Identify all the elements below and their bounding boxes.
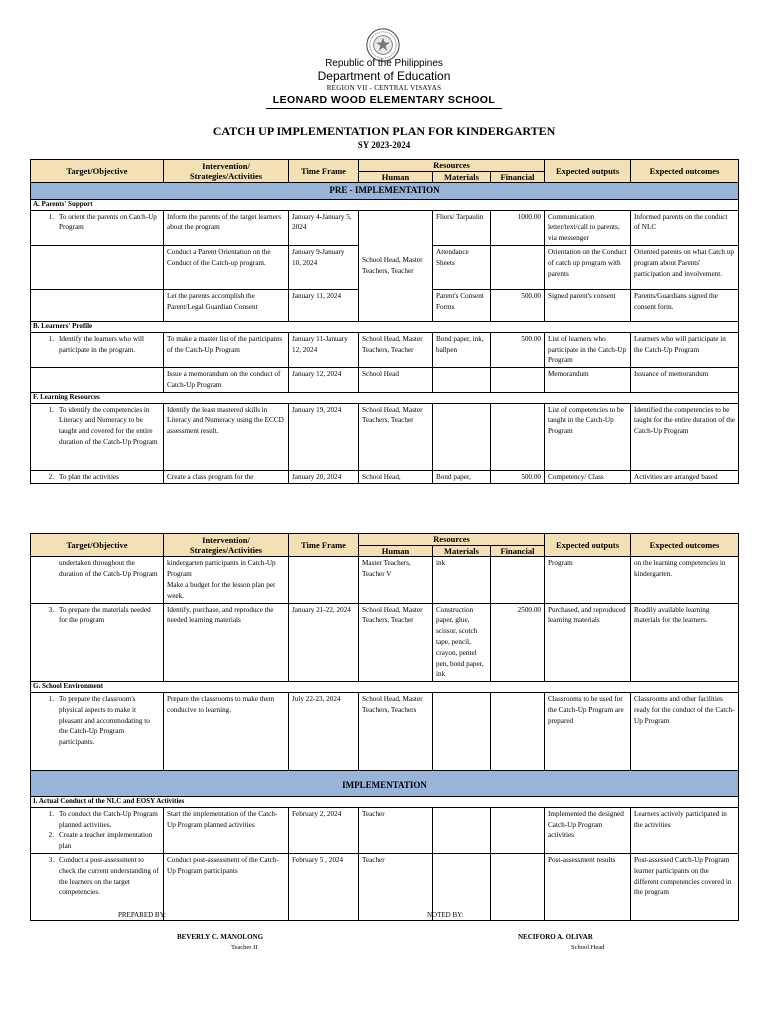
activity-cell: Issue a memorandum on the conduct of Catch-Up Program: [164, 368, 289, 393]
financial-cell: [491, 853, 545, 920]
objective-cell: 2. To plan the activities: [31, 470, 164, 484]
financial-cell: [491, 557, 545, 603]
section-learning-resources: F. Learning Resources: [31, 392, 739, 403]
human-cell: School Head: [359, 368, 433, 393]
activity-cell: Conduct a Parent Orientation on the Conduct of the Catch-up program.: [164, 246, 289, 290]
materials-cell: [433, 807, 491, 853]
header-resources: Resources: [359, 534, 545, 546]
outcome-cell: Learners actively participated in the activities: [631, 807, 739, 853]
deped-seal-logo: [366, 28, 400, 62]
timeframe-cell: [289, 557, 359, 603]
activity-cell: Let the parents accomplish the Parent/Legal Guardian Consent: [164, 290, 289, 322]
timeframe-cell: January 21-22, 2024: [289, 603, 359, 682]
header-divider: [266, 108, 502, 109]
table-row: [31, 470, 739, 484]
header-materials: Materials: [433, 546, 491, 557]
header-intervention: Intervention/ Strategies/Activities: [164, 534, 289, 557]
timeframe-cell: January 19, 2024: [289, 403, 359, 470]
outcome-cell: Oriented parents on what Catch up program about Parents' participation and involvement.: [631, 246, 739, 290]
outcome-cell: Activities are arranged based: [631, 470, 739, 484]
materials-cell: Bond paper,: [433, 470, 491, 484]
human-cell: School Head, Master Teachers, Teacher: [359, 210, 433, 321]
implementation-band: IMPLEMENTATION: [31, 770, 739, 796]
timeframe-cell: January 11-January 12, 2024: [289, 332, 359, 367]
financial-cell: [491, 246, 545, 290]
outcome-cell: Parents/Guardians signed the consent form.: [631, 290, 739, 322]
table-row: [31, 603, 739, 682]
outcome-cell: Informed parents on the conduct of NLC: [631, 210, 739, 245]
activity-cell: kindergarten participants in Catch-Up Program Make a budget for the lesson plan per week.: [164, 557, 289, 603]
table-row: [31, 692, 739, 770]
materials-cell: Construction paper, glue, scissor, scotch tape, pencil, crayon, pentel pen, bond paper, ink: [433, 603, 491, 682]
objective-cell: undertaken throughout the duration of the Catch-Up Program: [31, 557, 164, 603]
objective-cell: [31, 246, 164, 290]
objective-cell: [31, 290, 164, 322]
table-row: [31, 403, 739, 470]
financial-cell: [491, 368, 545, 393]
human-cell: Teacher: [359, 807, 433, 853]
objective-cell: 1. To identify the competencies in Literacy and Numeracy to be taught and covered for the entire duration of the Catch-Up Program: [31, 403, 164, 470]
output-cell: Orientation on the Conduct of catch up program with parents: [545, 246, 631, 290]
human-cell: Teacher: [359, 853, 433, 920]
republic-line: Republic of the Philippines: [325, 58, 443, 69]
activity-cell: Conduct post-assessment of the Catch-Up Program participants: [164, 853, 289, 920]
objective-cell: 1. To orient the parents on Catch-Up Program: [31, 210, 164, 245]
header-target: Target/Objective: [31, 534, 164, 557]
output-cell: Signed parent's consent: [545, 290, 631, 322]
timeframe-cell: February 5 , 2024: [289, 853, 359, 920]
objective-cell: 3. To prepare the materials needed for the program: [31, 603, 164, 682]
plan-table-page-1: [30, 159, 739, 484]
section-parents-support: A. Parents' Support: [31, 199, 739, 210]
outcome-cell: Issuance of memorandum: [631, 368, 739, 393]
table-row: [31, 557, 739, 603]
activity-cell: Start the implementation of the Catch-Up Program planned activities: [164, 807, 289, 853]
header-target: Target/Objective: [31, 160, 164, 183]
noted-by-label: NOTED BY:: [427, 911, 464, 919]
human-cell: School Head, Master Teachers, Teacher: [359, 603, 433, 682]
outcome-cell: Readily available learning materials for the learners.: [631, 603, 739, 682]
human-cell: School Head, Master Teachers, Teacher: [359, 403, 433, 470]
header-outputs: Expected outputs: [545, 160, 631, 183]
table-row: [31, 332, 739, 367]
materials-cell: ink: [433, 557, 491, 603]
timeframe-cell: July 22-23, 2024: [289, 692, 359, 770]
outcome-cell: Learners who will participate in the Catch-Up Program: [631, 332, 739, 367]
header-human: Human: [359, 172, 433, 183]
plan-table-page-2: [30, 533, 739, 921]
activity-cell: Inform the parents of the target learners about the program: [164, 210, 289, 245]
table-row: [31, 368, 739, 393]
preparer-name: BEVERLY C. MANOLONG: [177, 933, 264, 941]
timeframe-cell: January 12, 2024: [289, 368, 359, 393]
materials-cell: Parent's Consent Forms: [433, 290, 491, 322]
document-title: CATCH UP IMPLEMENTATION PLAN FOR KINDERGARTEN: [212, 124, 556, 138]
output-cell: Classrooms to be used for the Catch-Up Program are prepared: [545, 692, 631, 770]
output-cell: Program: [545, 557, 631, 603]
output-cell: Implemented the designed Catch-Up Program activities: [545, 807, 631, 853]
activity-cell: Prepare the classrooms to make them conducive to learning.: [164, 692, 289, 770]
header-timeframe: Time Frame: [289, 160, 359, 183]
financial-cell: 2500.00: [491, 603, 545, 682]
objective-cell: 1. To conduct the Catch-Up Program planned activities. 2. Create a teacher implementation plan: [31, 807, 164, 853]
section-school-environment: G. School Environment: [31, 682, 739, 693]
objective-cell: [31, 368, 164, 393]
human-cell: School Head,: [359, 470, 433, 484]
financial-cell: 500.00: [491, 290, 545, 322]
outcome-cell: on the learning competencies in kindergarten.: [631, 557, 739, 603]
header-outcomes: Expected outcomes: [631, 534, 739, 557]
output-cell: List of learners who participate in the Catch-Up Program: [545, 332, 631, 367]
materials-cell: [433, 692, 491, 770]
output-cell: Memorandum: [545, 368, 631, 393]
header-resources: Resources: [359, 160, 545, 172]
timeframe-cell: January 20, 2024: [289, 470, 359, 484]
header-materials: Materials: [433, 172, 491, 183]
activity-cell: Identify, purchase, and reproduce the needed learning materials: [164, 603, 289, 682]
prepared-by-label: PREPARED BY:: [118, 911, 166, 919]
header-human: Human: [359, 546, 433, 557]
timeframe-cell: February 2, 2024: [289, 807, 359, 853]
financial-cell: [491, 807, 545, 853]
materials-cell: Fliers/ Tarpaulin: [433, 210, 491, 245]
financial-cell: [491, 403, 545, 470]
output-cell: Competency/ Class: [545, 470, 631, 484]
timeframe-cell: January 4-January 5, 2024: [289, 210, 359, 245]
noter-name: NECIFORO A. OLIVAR: [518, 933, 593, 941]
school-name: LEONARD WOOD ELEMENTARY SCHOOL: [272, 94, 496, 106]
pre-implementation-band: PRE - IMPLEMENTATION: [31, 183, 739, 200]
school-year: SY 2023-2024: [357, 140, 411, 150]
activity-cell: Identify the least mastered skills in Literacy and Numeracy using the ECCD assessment result.: [164, 403, 289, 470]
materials-cell: Bond paper, ink, ballpen: [433, 332, 491, 367]
header-intervention: Intervention/ Strategies/Activities: [164, 160, 289, 183]
timeframe-cell: January 11, 2024: [289, 290, 359, 322]
output-cell: Post-assessment results: [545, 853, 631, 920]
region-line: REGION VII - CENTRAL VISAYAS: [326, 84, 442, 92]
financial-cell: 500.00: [491, 470, 545, 484]
financial-cell: 500.00: [491, 332, 545, 367]
section-learners-profile: B. Learners' Profile: [31, 322, 739, 333]
output-cell: Communication letter/text/call to parents, via messenger: [545, 210, 631, 245]
outcome-cell: Post-assessed Catch-Up Program learner participants on the different competencies covered in the program: [631, 853, 739, 920]
timeframe-cell: January 9-January 10, 2024: [289, 246, 359, 290]
human-cell: School Head, Master Teachers, Teachers: [359, 692, 433, 770]
output-cell: Purchased, and reproduced learning materials: [545, 603, 631, 682]
human-cell: Master Teachers, Teacher V: [359, 557, 433, 603]
materials-cell: Attendance Sheets: [433, 246, 491, 290]
header-financial: Financial: [491, 546, 545, 557]
activity-cell: To make a master list of the participants of the Catch-Up Program: [164, 332, 289, 367]
objective-cell: 1. Identify the learners who will participate in the program.: [31, 332, 164, 367]
header-outputs: Expected outputs: [545, 534, 631, 557]
outcome-cell: Classrooms and other facilities ready for the conduct of the Catch-Up Program: [631, 692, 739, 770]
noter-title: School Head: [571, 944, 605, 951]
header-outcomes: Expected outcomes: [631, 160, 739, 183]
department-line: Department of Education: [317, 69, 451, 83]
table-row: [31, 807, 739, 853]
activity-cell: Create a class program for the: [164, 470, 289, 484]
materials-cell: [433, 403, 491, 470]
financial-cell: [491, 692, 545, 770]
table-row: [31, 210, 739, 245]
preparer-title: Teacher II: [231, 944, 258, 951]
output-cell: List of competencies to be taught in the Catch-Up Program: [545, 403, 631, 470]
outcome-cell: Identified the competencies to be taught for the entire duration of the Catch-Up Program: [631, 403, 739, 470]
header-financial: Financial: [491, 172, 545, 183]
financial-cell: 1000.00: [491, 210, 545, 245]
objective-cell: 3. Conduct a post-assessment to check the current understanding of the learners on the target competencies.: [31, 853, 164, 920]
objective-cell: 1. To prepare the classroom's physical aspects to make it pleasant and accommodating to the Catch-Up Program participants.: [31, 692, 164, 770]
human-cell: School Head, Master Teachers, Teacher: [359, 332, 433, 367]
section-actual-conduct: I. Actual Conduct of the NLC and EOSY Activities: [31, 796, 739, 807]
materials-cell: [433, 368, 491, 393]
header-timeframe: Time Frame: [289, 534, 359, 557]
